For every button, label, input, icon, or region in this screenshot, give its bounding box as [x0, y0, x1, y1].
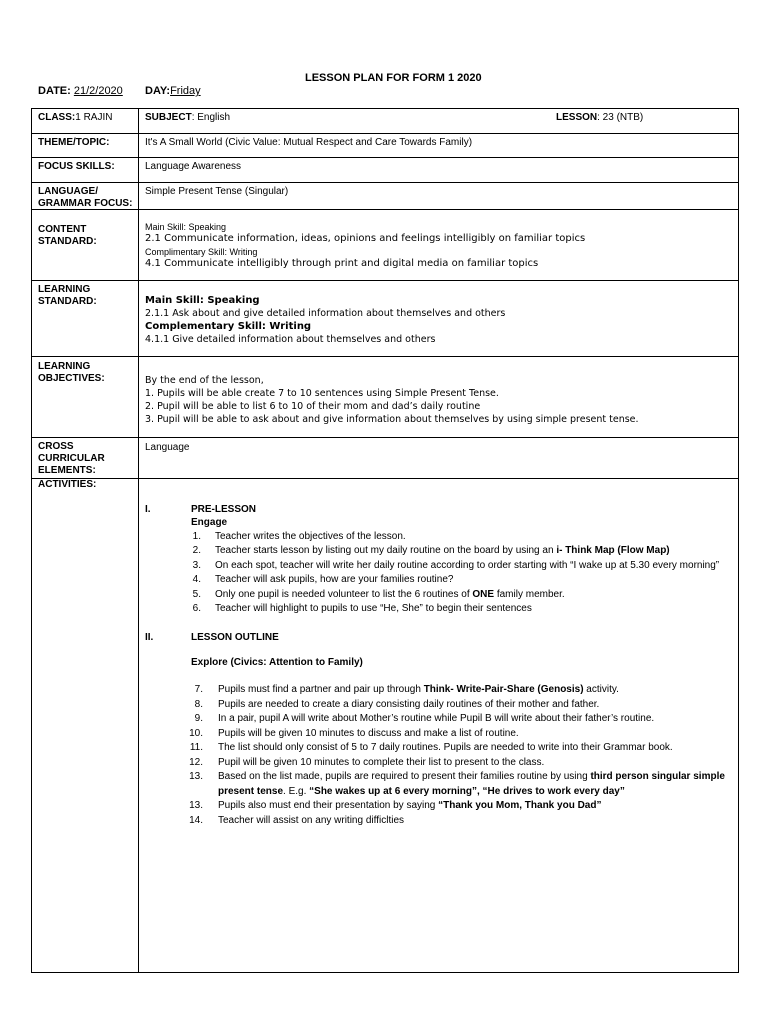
outline-item-number: 11. [189, 742, 203, 753]
day-value: Friday [170, 85, 201, 97]
content-std-2: 4.1 Communicate intelligibly through print and digital media on familiar topics [145, 258, 539, 269]
outline-item-number: 8. [194, 698, 203, 710]
outline-item-text [218, 757, 544, 768]
grammar-label-1: LANGUAGE/ [38, 186, 98, 197]
learning-label-1: LEARNING [38, 284, 91, 295]
outline-item-text [218, 786, 625, 797]
outline-item-number: 14. [189, 814, 203, 826]
cross-label-2: CURRICULAR [38, 453, 105, 464]
pre-lesson-item-text [215, 603, 532, 614]
content-comp-skill: Complimentary Skill: Writing [145, 247, 258, 257]
outline-item-number: 13. [189, 771, 203, 782]
outline-item-text [218, 728, 519, 739]
outline-item-text [218, 713, 654, 724]
content-std-1: 2.1 Communicate information, ideas, opinions and feelings intelligibly on familiar topics [145, 233, 586, 244]
cross-value: Language [145, 442, 190, 453]
pre-lesson-item-text [215, 531, 406, 542]
outline-item-number: 12. [189, 756, 203, 768]
objective-item: 2. Pupil will be able to list 6 to 10 of their mom and dad’s daily routine [145, 401, 481, 412]
item-text: Pupils also must end their presentation by saying [218, 800, 439, 811]
theme-label: THEME/TOPIC: [38, 137, 110, 148]
class-value: 1 RAJIN [75, 112, 113, 123]
cross-label-3: ELEMENTS: [38, 465, 96, 476]
pre-lesson-item-number: 1. [192, 531, 201, 542]
content-label-1: CONTENT [38, 224, 87, 235]
learning-comp-skill: Complementary Skill: Writing [145, 321, 312, 332]
item-text: Pupils must find a partner and pair up through [218, 684, 424, 695]
item-text: family member. [494, 588, 565, 600]
item-text: Only one pupil is needed volunteer to list the 6 routines of [215, 588, 473, 600]
item-emphasis: present tense [218, 785, 284, 797]
pre-lesson-item-number: 6. [192, 603, 201, 614]
activities-label: ACTIVITIES: [38, 479, 97, 490]
lesson-label: LESSON [556, 112, 598, 123]
date-field [38, 85, 123, 97]
pre-lesson-number: I. [145, 504, 151, 515]
focus-value: Language Awareness [145, 161, 242, 172]
objective-item: 1. Pupils will be able create 7 to 10 sentences using Simple Present Tense. [145, 388, 499, 399]
pre-lesson-item-number: 4. [192, 574, 201, 586]
subject-label: SUBJECT [145, 112, 192, 123]
day-label: DAY: [145, 85, 171, 97]
grammar-label-2: GRAMMAR FOCUS: [38, 198, 133, 209]
learning-std-2: 4.1.1 Give detailed information about themselves and others [145, 334, 436, 345]
learning-main-skill: Main Skill: Speaking [145, 295, 260, 306]
outline-item-text [218, 771, 725, 782]
content-main-skill: Main Skill: Speaking [145, 222, 227, 232]
pre-lesson-item-text [215, 545, 670, 556]
outline-item-number: 9. [194, 713, 203, 724]
item-text: The list should only consist of 5 to 7 daily routines. Pupils are needed to write into their Grammar book. [218, 742, 673, 753]
page-title: LESSON PLAN FOR FORM 1 2020 [305, 72, 482, 84]
item-text: Pupils are needed to create a diary consisting daily routines of their mother and father. [218, 698, 600, 710]
item-text: Pupil will be given 10 minutes to complete their list to present to the class. [218, 756, 545, 768]
item-text: Teacher will highlight to pupils to use “He, She” to begin their sentences [215, 603, 532, 614]
item-text: activity. [583, 684, 619, 695]
subject-value: : English [191, 112, 231, 123]
lesson-outline-title: LESSON OUTLINE [191, 632, 279, 643]
lesson-value: : 23 (NTB) [597, 112, 644, 123]
pre-lesson-item-text [215, 560, 719, 571]
date-value: 21/2/2020 [73, 85, 123, 97]
date-label: DATE: [38, 85, 71, 97]
lesson-cell [556, 112, 643, 123]
day-field [145, 85, 201, 97]
objectives-label-1: LEARNING [38, 361, 91, 372]
item-emphasis: Think- Write-Pair-Share (Genosis) [423, 684, 584, 695]
outline-item-text [218, 699, 599, 710]
subject-cell [145, 112, 230, 123]
item-text: On each spot, teacher will write her daily routine according to order starting with “I wake up at 5.30 every morning” [215, 559, 720, 571]
learning-std-1: 2.1.1 Ask about and give detailed information about themselves and others [145, 308, 506, 319]
content-label-2: STANDARD: [38, 236, 97, 247]
item-text: Pupils will be given 10 minutes to discuss and make a list of routine. [218, 727, 519, 739]
pre-lesson-item-text [215, 574, 453, 585]
outline-item-number: 10. [189, 727, 203, 739]
outline-item-text [218, 815, 404, 826]
objective-item: 3. Pupil will be able to ask about and give information about themselves by using simple present tense. [145, 414, 639, 425]
item-text: Teacher starts lesson by listing out my daily routine on the board by using an [215, 545, 557, 557]
engage-heading: Engage [191, 517, 228, 528]
item-text: Based on the list made, pupils are required to present their families routine by using [218, 771, 591, 782]
outline-item-number: 13. [189, 800, 203, 811]
explore-heading: Explore (Civics: Attention to Family) [191, 657, 363, 668]
objectives-intro: By the end of the lesson, [145, 375, 264, 386]
class-cell [38, 112, 112, 123]
grammar-value: Simple Present Tense (Singular) [145, 186, 289, 197]
pre-lesson-title: PRE-LESSON [191, 504, 257, 515]
objectives-label-2: OBJECTIVES: [38, 373, 105, 384]
focus-label: FOCUS SKILLS: [38, 161, 115, 172]
outline-item-text [218, 742, 673, 753]
outline-item-text [218, 800, 601, 811]
item-text: In a pair, pupil A will write about Mother’s routine while Pupil B will write about their father’s routine. [218, 713, 655, 724]
item-emphasis: “She wakes up at 6 every morning”, “He drives to work every day” [309, 785, 625, 797]
pre-lesson-item-number: 5. [192, 588, 201, 600]
item-emphasis: “Thank you Mom, Thank you Dad” [438, 800, 602, 811]
item-emphasis: ONE [472, 588, 495, 600]
item-text: Teacher will assist on any writing difficlties [218, 814, 405, 826]
pre-lesson-item-number: 3. [192, 559, 201, 571]
item-text: Teacher writes the objectives of the lesson. [215, 531, 406, 542]
outline-item-number: 7. [194, 684, 203, 695]
lesson-outline-number: II. [145, 632, 154, 643]
item-text: Teacher will ask pupils, how are your families routine? [215, 574, 454, 586]
item-emphasis: i- Think Map (Flow Map) [556, 545, 670, 557]
pre-lesson-item-text [215, 589, 565, 600]
cross-label-1: CROSS [38, 441, 74, 452]
item-text: . E.g. [283, 785, 310, 797]
learning-label-2: STANDARD: [38, 296, 97, 307]
theme-value: It's A Small World (Civic Value: Mutual Respect and Care Towards Family) [145, 137, 473, 148]
item-emphasis: third person singular simple [590, 771, 725, 782]
pre-lesson-item-number: 2. [192, 545, 201, 557]
class-label: CLASS: [38, 112, 76, 123]
outline-item-text [218, 684, 619, 695]
